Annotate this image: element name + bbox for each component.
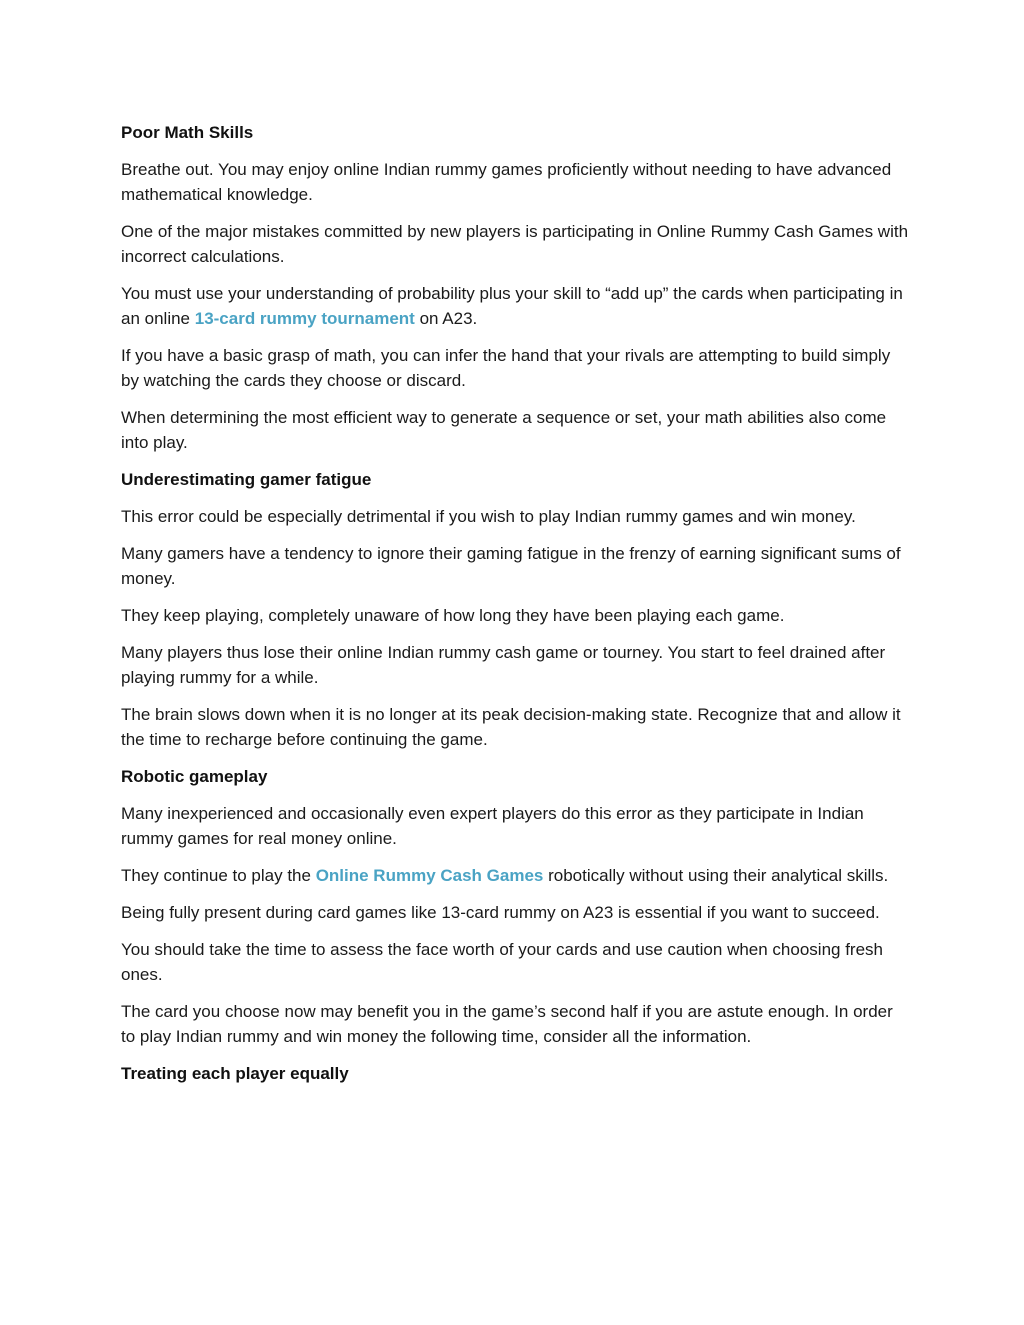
paragraph-text: on A23. (414, 309, 478, 328)
section-heading-underestimating-gamer-fatigue: Underestimating gamer fatigue (121, 470, 372, 489)
link-13-card-rummy-tournament[interactable]: 13-card rummy tournament (194, 309, 415, 328)
paragraph: Many players thus lose their online Indian rummy cash game or tourney. You start to feel drained after playing rummy for a while. (121, 643, 886, 687)
paragraph: The card you choose now may benefit you in the game’s second half if you are astute enough. In order to play Indian rummy and win money the following time, consider all the information. (121, 1002, 893, 1046)
paragraph: This error could be especially detrimental if you wish to play Indian rummy games and win money. (121, 507, 856, 526)
paragraph: If you have a basic grasp of math, you can infer the hand that your rivals are attempting to build simply by watching the cards they choose or discard. (121, 346, 891, 390)
paragraph: When determining the most efficient way to generate a sequence or set, your math abilities also come into play. (121, 408, 887, 452)
section-heading-treating-each-player-equally: Treating each player equally (121, 1064, 349, 1083)
paragraph-text: robotically without using their analytical skills. (543, 866, 889, 885)
paragraph: The brain slows down when it is no longer at its peak decision-making state. Recognize that and allow it the time to recharge before continuing the game. (121, 705, 901, 749)
section-heading-poor-math-skills: Poor Math Skills (121, 123, 254, 142)
link-online-rummy-cash-games[interactable]: Online Rummy Cash Games (315, 866, 544, 885)
paragraph: Many inexperienced and occasionally even expert players do this error as they participate in Indian rummy games for real money online. (121, 804, 864, 848)
section-heading-robotic-gameplay: Robotic gameplay (121, 767, 268, 786)
paragraph: Breathe out. You may enjoy online Indian rummy games proficiently without needing to have advanced mathematical knowledge. (121, 160, 892, 204)
paragraph-with-link (121, 863, 911, 888)
paragraph-text: You must use your understanding of probability plus your skill to “add up” the cards when participating in an online (121, 284, 903, 328)
paragraph-text: They continue to play the (121, 866, 316, 885)
paragraph: You should take the time to assess the face worth of your cards and use caution when choosing fresh ones. (121, 940, 883, 984)
paragraph: Being fully present during card games like 13-card rummy on A23 is essential if you want to succeed. (121, 903, 880, 922)
paragraph-with-link (121, 281, 911, 331)
paragraph: One of the major mistakes committed by new players is participating in Online Rummy Cash Games with incorrect calculations. (121, 222, 909, 266)
paragraph: They keep playing, completely unaware of how long they have been playing each game. (121, 606, 785, 625)
document-page (121, 120, 911, 1098)
paragraph: Many gamers have a tendency to ignore their gaming fatigue in the frenzy of earning significant sums of money. (121, 544, 901, 588)
